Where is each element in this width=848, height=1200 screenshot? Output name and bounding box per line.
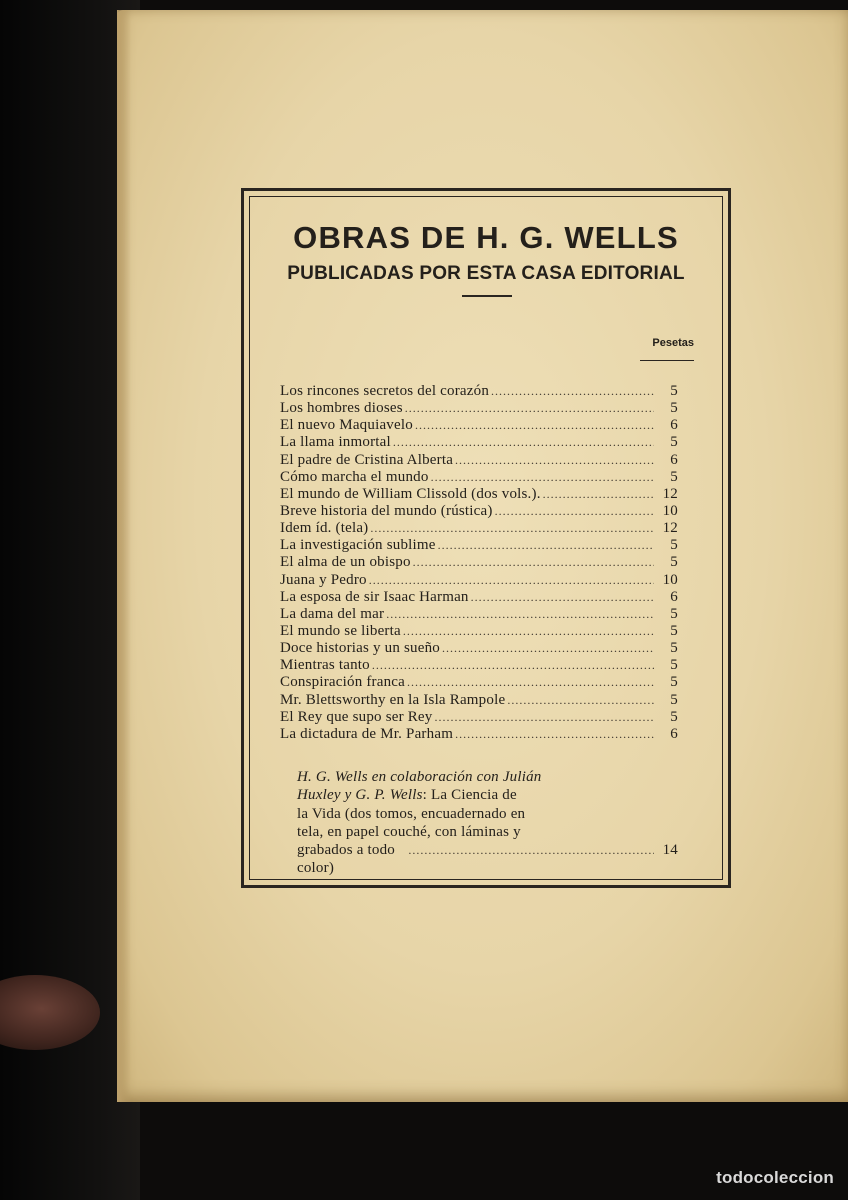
leader-dots [431,469,654,486]
work-price: 5 [670,605,678,622]
work-row [280,554,678,571]
work-title: Los hombres dioses [280,400,403,417]
catalog-title: OBRAS DE H. G. WELLS [293,220,679,255]
work-row [280,657,678,674]
work-title: La llama inmortal [280,434,391,451]
collab-price: 14 [662,842,678,859]
work-row [280,520,678,537]
work-price: 6 [670,451,678,468]
leader-dots [407,674,654,691]
work-row [280,486,678,503]
work-price: 5 [670,640,678,657]
page-binding-shadow [117,10,131,1102]
work-title: Cómo marcha el mundo [280,468,429,485]
leader-dots [495,503,654,520]
collab-title-start: : La Ciencia de [422,787,517,804]
work-price: 5 [670,537,678,554]
work-row [280,383,678,400]
work-price: 12 [662,520,678,537]
work-title: Los rincones secretos del corazón [280,383,490,399]
work-title: El Rey que supo ser Rey [280,708,433,725]
work-row [280,572,678,589]
collab-authors-2: Huxley y G. P. Wells [297,787,423,804]
watermark-text: todocoleccion [716,1168,834,1187]
price-column-rule [640,360,694,361]
work-price: 5 [670,468,678,485]
collab-line-4: tela, en papel couché, con láminas y [297,823,521,840]
work-row [280,400,678,417]
leader-dots [393,434,654,451]
work-price: 5 [670,674,678,691]
work-price: 5 [670,383,678,399]
work-title: Doce historias y un sueño [280,640,440,657]
leader-dots [471,589,654,606]
leader-dots [413,554,654,571]
leader-dots [435,709,655,726]
work-title: Breve historia del mundo (rústica) [280,502,493,519]
work-title: El padre de Cristina Alberta [280,451,454,468]
leader-dots [370,520,654,537]
work-price: 10 [662,502,678,519]
work-price: 10 [662,571,678,588]
work-price: 6 [670,417,678,434]
work-price: 12 [662,485,678,502]
work-title: Mientras tanto [280,657,370,674]
leader-dots [455,452,654,469]
leader-dots [507,692,654,709]
work-title: Conspiración franca [280,674,406,691]
work-price: 5 [670,657,678,674]
collab-line-5-text: grabados a todo color) [297,842,395,877]
title-rule [462,295,512,297]
leader-dots [455,726,654,743]
leader-dots [408,841,654,859]
work-row [280,726,678,743]
works-list [280,383,678,743]
work-row [280,692,678,709]
work-row [280,640,678,657]
catalog-subtitle: PUBLICADAS POR ESTA CASA EDITORIAL [287,263,685,284]
work-title: El mundo se liberta [280,622,401,639]
collab-authors-1: H. G. Wells en colaboración con Julián [297,769,542,785]
work-title: La esposa de sir Isaac Harman [280,588,469,605]
leader-dots [491,383,654,400]
work-row [280,503,678,520]
collaboration-entry [280,768,678,878]
collab-line-2 [280,786,678,804]
work-title: La investigación sublime [280,537,436,554]
work-price: 5 [670,691,678,708]
work-price: 5 [670,400,678,417]
work-price: 6 [670,588,678,605]
work-title: Mr. Blettsworthy en la Isla Rampole [280,691,506,708]
leader-dots [415,417,654,434]
work-row [280,469,678,486]
work-row [280,674,678,691]
work-row [280,434,678,451]
work-price: 5 [670,554,678,571]
collab-line-1 [280,768,678,786]
leader-dots [369,572,654,589]
leader-dots [438,537,654,554]
work-title: Juana y Pedro [280,571,367,588]
leader-dots [403,623,654,640]
work-price: 5 [670,622,678,639]
work-title: Idem íd. (tela) [280,520,369,537]
work-row [280,537,678,554]
collab-line-5 [280,841,678,878]
work-title: El alma de un obispo [280,554,411,571]
price-column-header: Pesetas [652,337,694,349]
work-row [280,606,678,623]
leader-dots [372,657,654,674]
work-row [280,709,678,726]
leader-dots [405,400,654,417]
work-row [280,417,678,434]
collab-line-3: la Vida (dos tomos, encuadernado en [297,805,526,822]
leader-dots [543,486,654,503]
work-row [280,589,678,606]
leader-dots [386,606,654,623]
work-price: 6 [670,725,678,742]
work-price: 5 [670,708,678,725]
work-row [280,623,678,640]
work-row [280,452,678,469]
work-title: El mundo de William Clissold (dos vols.). [280,485,541,502]
work-title: El nuevo Maquiavelo [280,417,413,434]
leader-dots [442,640,654,657]
work-price: 5 [670,434,678,451]
work-title: La dama del mar [280,605,385,622]
work-title: La dictadura de Mr. Parham [280,725,454,742]
